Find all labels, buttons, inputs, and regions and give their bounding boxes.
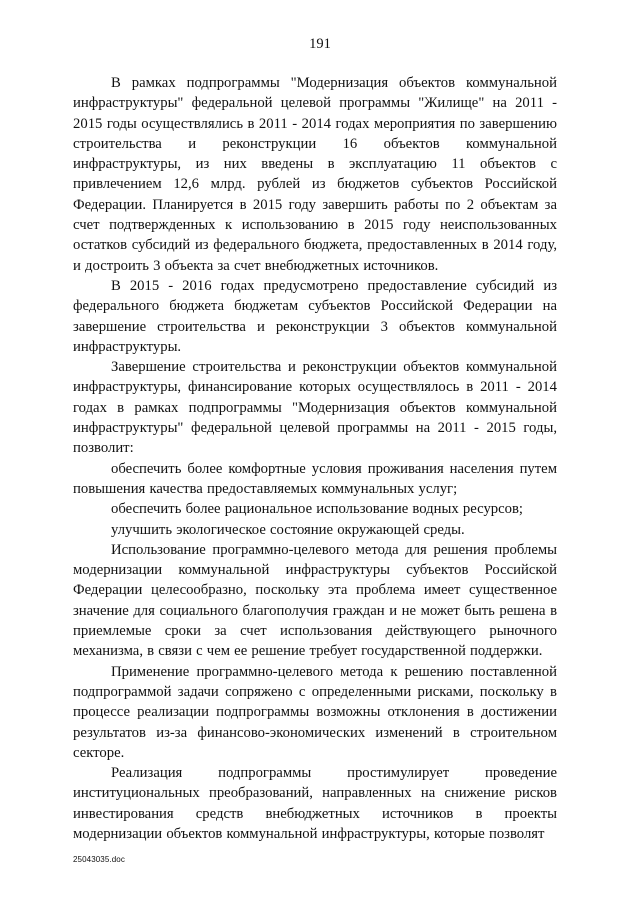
- paragraph-effect-ecology: улучшить экологическое состояние окружающей среды.: [111, 521, 465, 538]
- page-number: 191: [309, 36, 331, 52]
- paragraph-expected-effects: Завершение строительства и реконструкции объектов коммунальной инфраструктуры, финансирование которых осуществлялось в 2011 - 2014 годах в рамках подпрограммы "Модернизация объектов коммунальной инфраструктуры" федеральной целевой программы на 2011 - 2015 годы, позволит:: [73, 359, 557, 457]
- paragraph-risks: Применение программно-целевого метода к решению поставленной подпрограммой задачи сопряжено с определенными рисками, поскольку в процессе реализации подпрограммы возможны отклонения в достижении результатов из-за финансово-экономических изменений в строительном секторе.: [73, 663, 557, 761]
- paragraph-institutional-reforms: Реализация подпрограммы простимулирует проведение институциональных преобразований, направленных на снижение рисков инвестирования средств внебюджетных источников в проекты модернизации объектов коммунальной инфраструктуры, которые позволят: [73, 765, 557, 842]
- document-body: [73, 73, 557, 844]
- paragraph-modernization-results: В рамках подпрограммы "Модернизация объектов коммунальной инфраструктуры" федеральной целевой программы "Жилище" на 2011 - 2015 годы осуществлялись в 2011 - 2014 годах мероприятия по завершению строительства и реконструкции 16 объектов коммунальной инфраструктуры, из них введены в эксплуатацию 11 объектов с привлечением 12,6 млрд. рублей из бюджетов субъектов Российской Федерации. Планируется в 2015 году завершить работы по 2 объектам за счет подтвержденных к использованию в 2015 году неиспользованных остатков субсидий из федерального бюджета, предоставленных в 2014 году, и достроить 3 объекта за счет внебюджетных источников.: [73, 75, 557, 274]
- paragraph-subsidies-2015-2016: В 2015 - 2016 годах предусмотрено предоставление субсидий из федерального бюджета бюджетам субъектов Российской Федерации на завершение строительства и реконструкции 3 объектов коммунальной инфраструктуры.: [73, 277, 557, 355]
- paragraph-effect-living-conditions: обеспечить более комфортные условия проживания населения путем повышения качества предоставляемых коммунальных услуг;: [73, 460, 557, 497]
- paragraph-program-target-method: Использование программно-целевого метода для решения проблемы модернизации коммунальной инфраструктуры субъектов Российской Федерации целесообразно, поскольку эта проблема имеет существенное значение для социального благополучия граждан и не может быть решена в приемлемые сроки за счет использования действующего рыночного механизма, в связи с чем ее решение требует государственной поддержки.: [73, 541, 557, 660]
- paragraph-effect-water-resources: обеспечить более рациональное использование водных ресурсов;: [111, 501, 524, 518]
- document-filename-footer: 25043035.doc: [73, 855, 125, 864]
